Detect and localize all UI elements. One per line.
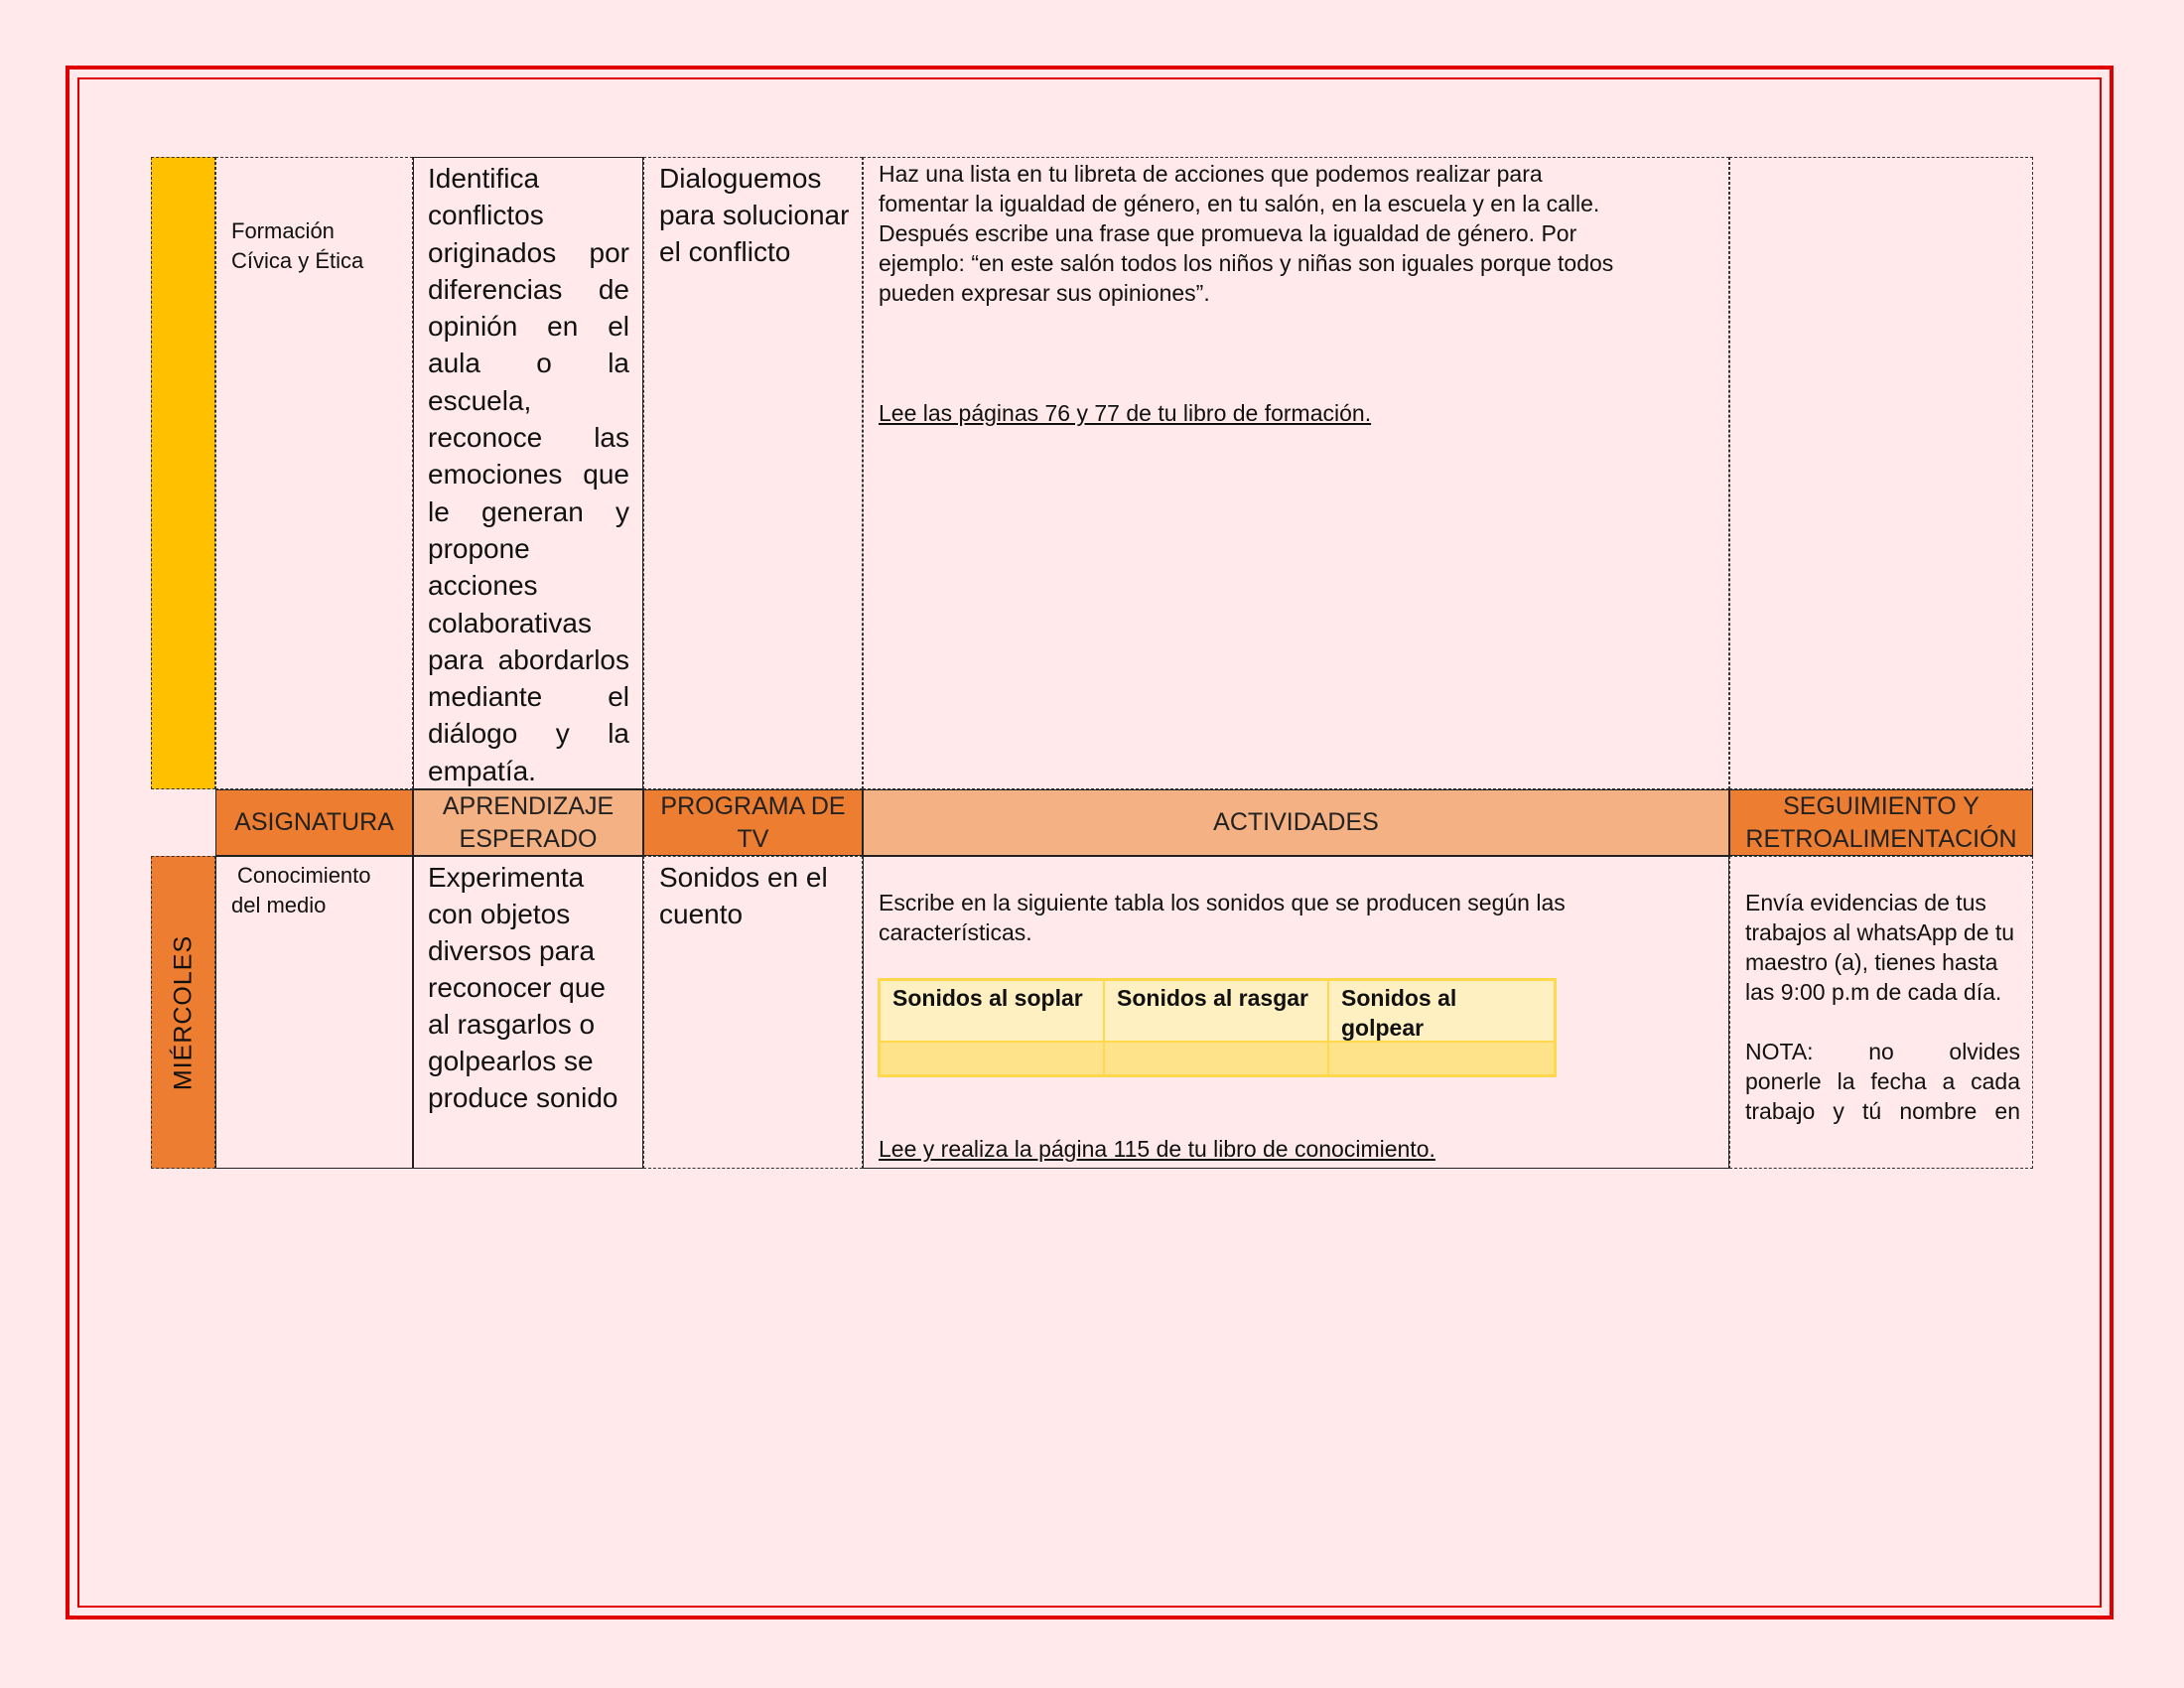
followup-cell-row1 [1729,157,2033,789]
text-line: Identifica [428,163,540,194]
expected-learning-text-row2: Experimenta con objetos diversos para reconocer que al rasgarlos o golpearlos se produce sonido [428,862,618,1113]
followup-text: Envía evidencias de tus trabajos al whatsApp de tu maestro (a), tienes hasta las 9:00 p.m de cada día. [1745,890,2015,1005]
text-line: le generan y [428,495,629,527]
text-line: propone [428,532,530,564]
activities-text [879,159,1714,308]
text-line: diálogo y la [428,718,629,750]
text-line: conflictos [428,200,544,231]
header-expected-learning-label: APRENDIZAJE ESPERADO [442,791,614,853]
subject-cell-row2 [215,856,413,1169]
sound-table [878,978,1557,1077]
activities-cell-row1 [863,157,1729,789]
text-line: escuela, [428,384,532,416]
header-tv-program-label: PROGRAMA DE TV [660,791,846,853]
text-line: Después escribe una frase que promueva la igualdad de género. Por [879,220,1577,246]
text-line: opinión en el [428,311,629,343]
tv-program-cell-row2 [643,856,863,1169]
text-line: reconoce las [428,422,629,454]
subject-text-row2: Conocimiento del medio [231,863,371,917]
header-subject [215,789,413,856]
sound-table-header-hit: Sonidos al golpear [1329,981,1554,1043]
day-label: MIÉRCOLES [169,934,197,1090]
tv-program-cell-row1 [643,157,863,789]
header-activities-label: ACTIVIDADES [1213,808,1379,836]
text-line: ejemplo: “en este salón todos los niños y niñas son iguales porque todos [879,250,1614,276]
text-line: empatía. [428,755,536,786]
text-line: fomentar la igualdad de género, en tu salón, en la escuela y en la calle. [879,191,1600,216]
expected-learning-cell-row2 [413,856,643,1169]
sound-table-cell-tear[interactable] [1105,1043,1329,1074]
sound-table-cell-hit[interactable] [1329,1043,1554,1074]
expected-learning-text [428,160,629,789]
header-followup [1729,789,2033,856]
header-activities [863,789,1729,856]
text-line: diferencias de [428,273,629,305]
text-line: trabajo y tú nombre en [1745,1098,2020,1124]
day-cell-row1 [151,157,215,789]
text-line: NOTA: no olvides [1745,1039,2020,1064]
sound-table-cell-blow[interactable] [881,1043,1105,1074]
text-line: mediante el [428,681,629,713]
activity-link[interactable]: Lee las páginas 76 y 77 de tu libro de formación. [879,400,1372,426]
text-line: aula o la [428,348,629,379]
expected-learning-cell-row1 [413,157,643,789]
header-followup-label: SEGUIMIENTO Y RETROALIMENTACIÓN [1745,791,2017,853]
header-subject-label: ASIGNATURA [234,808,394,836]
text-line: pueden expresar sus opiniones”. [879,280,1210,306]
text-line: originados por [428,236,629,268]
header-expected-learning [413,789,643,856]
text-line: acciones [428,570,538,602]
subject-text: Formación Cívica y Ética [231,218,364,273]
activity-intro-text: Escribe en la siguiente tabla los sonidos que se producen según las características. [879,890,1566,945]
tv-program-text-row2: Sonidos en el cuento [659,862,828,929]
text-line: colaborativas [428,607,592,638]
sound-table-header-blow: Sonidos al soplar [881,981,1105,1043]
subject-cell-row1 [215,157,413,789]
header-tv-program [643,789,863,856]
tv-program-text: Dialoguemos para solucionar el conflicto [659,163,850,267]
followup-note [1745,1037,2020,1126]
text-line: Haz una lista en tu libreta de acciones que podemos realizar para [879,161,1543,187]
text-line: emociones que [428,459,629,491]
sound-table-header-tear: Sonidos al rasgar [1105,981,1329,1043]
day-cell-row2 [151,856,215,1169]
text-line: ponerle la fecha a cada [1745,1068,2020,1094]
followup-cell-row2 [1729,856,2033,1169]
text-line: para abordarlos [428,643,629,675]
activity-link-row2[interactable]: Lee y realiza la página 115 de tu libro de conocimiento. [879,1136,1435,1162]
